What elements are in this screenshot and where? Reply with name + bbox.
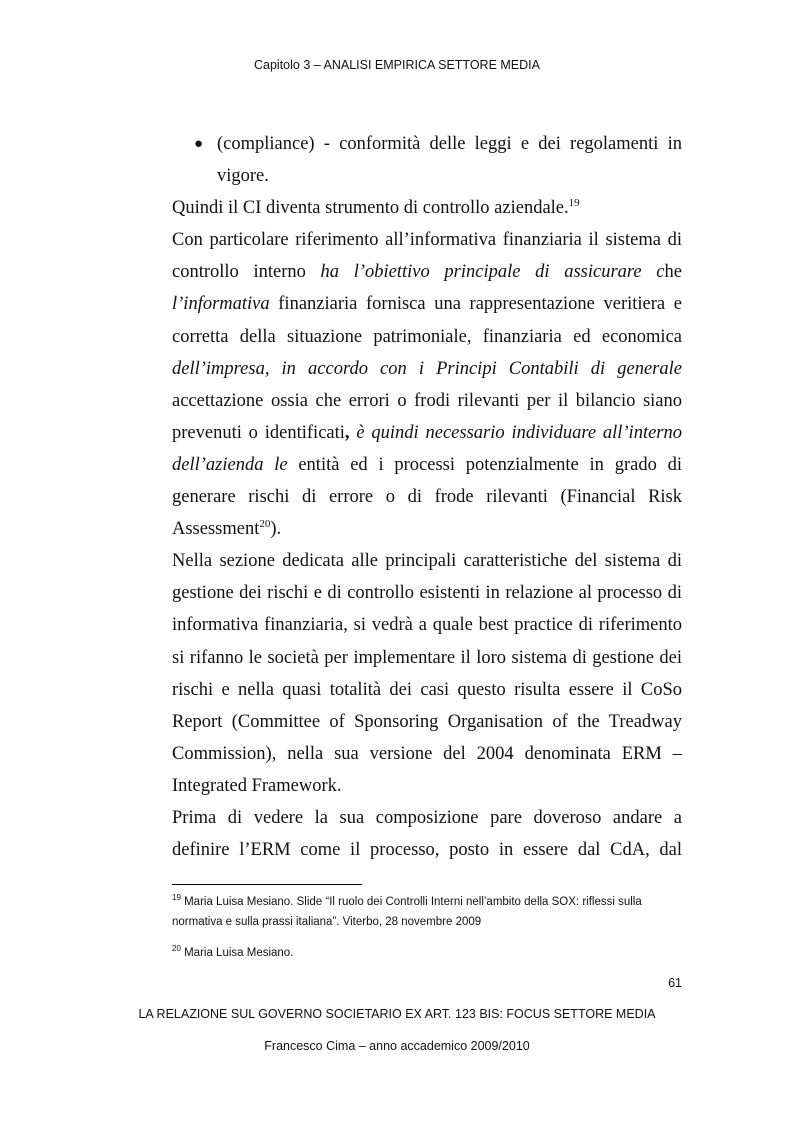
footnote-mark: 19 [172,893,181,902]
footnote-ref: 20 [259,518,271,531]
paragraph-line [172,513,682,545]
text-line: rischi e nella quasi totalità dei casi questo risulta essere il CoSo [172,679,682,700]
running-footer-author: Francesco Cima – anno accademico 2009/2010 [264,1039,530,1053]
running-footer-title: LA RELAZIONE SUL GOVERNO SOCIETARIO EX ART. 123 BIS: FOCUS SETTORE MEDIA [138,1007,656,1021]
italic-span: ha l’obiettivo principale di assicurare c [320,262,665,283]
text-span: Assessment [172,519,260,540]
footnote-line: normativa e sulla prassi italiana”. Viterbo, 28 novembre 2009 [172,916,482,928]
footnote-divider [172,884,362,885]
bullet-item [172,128,682,160]
text-span: finanziaria fornisca una rappresentazione veritiera e [269,294,682,315]
text-line [172,353,682,385]
text-line: Prima di vedere la sua composizione pare doveroso andare a [172,807,682,828]
text-line: Integrated Framework. [172,775,342,796]
italic-span: l’informativa [172,294,270,315]
italic-span: dell’impresa, in accordo con i Principi Contabili di generale [172,358,682,379]
paragraph-line [172,288,682,320]
text-span: ). [270,519,282,540]
footnote-text: Maria Luisa Mesiano. Slide “Il ruolo dei Controlli Interni nell’ambito della SOX: riflessi sulla [180,896,642,908]
text-line: gestione dei rischi e di controllo esistenti in relazione al processo di [172,583,682,604]
body-text [172,128,682,866]
paragraph-line [172,192,682,224]
text-line: Con particolare riferimento all’informativa finanziaria il sistema di [172,230,682,251]
bold-span: , [344,422,357,443]
text-line: definire l’ERM come il processo, posto in essere dal CdA, dal [172,840,682,861]
text-line: corretta della situazione patrimoniale, finanziaria ed economica [172,326,682,347]
footnote-line [172,892,692,912]
footnote-20 [172,943,692,963]
text-line: generare rischi di errore o di frode rilevanti (Financial Risk [172,487,682,508]
footnote-mark: 20 [172,944,181,953]
paragraph-line [172,256,682,288]
footnote-19 [172,892,692,932]
text-line: si rifanno le società per implementare il loro sistema di gestione dei [172,647,682,668]
text-line: Report (Committee of Sponsoring Organisation of the Treadway [172,711,682,732]
text-span: he [664,262,682,283]
text-line: vigore. [217,166,269,187]
text-line: Nella sezione dedicata alle principali caratteristiche del sistema di [172,551,682,572]
italic-span: dell’azienda le [172,454,288,475]
text-span: entità ed i processi potenzialmente in grado di [287,454,682,475]
bullet-icon: ● [194,136,204,152]
paragraph-line [172,449,682,481]
text-line: Commission), nella sua versione del 2004 denominata ERM – [172,743,682,764]
footnote-text: Maria Luisa Mesiano. [180,947,294,959]
page-number: 61 [668,976,682,990]
paragraph-line [172,417,682,449]
footnote-line [172,943,692,963]
footnote-ref: 19 [568,197,580,210]
text-line: (compliance) - conformità delle leggi e dei regolamenti in [217,134,682,154]
running-header: Capitolo 3 – ANALISI EMPIRICA SETTORE MEDIA [254,58,540,72]
text-span: Quindi il CI diventa strumento di controllo aziendale. [172,198,569,219]
text-span: controllo interno [172,262,321,283]
italic-span: è quindi necessario individuare all’interno [356,422,683,443]
text-line: accettazione ossia che errori o frodi rilevanti per il bilancio siano [172,390,682,411]
text-line: informativa finanziaria, si vedrà a quale best practice di riferimento [172,615,682,636]
text-span: prevenuti o identificati [172,422,345,443]
